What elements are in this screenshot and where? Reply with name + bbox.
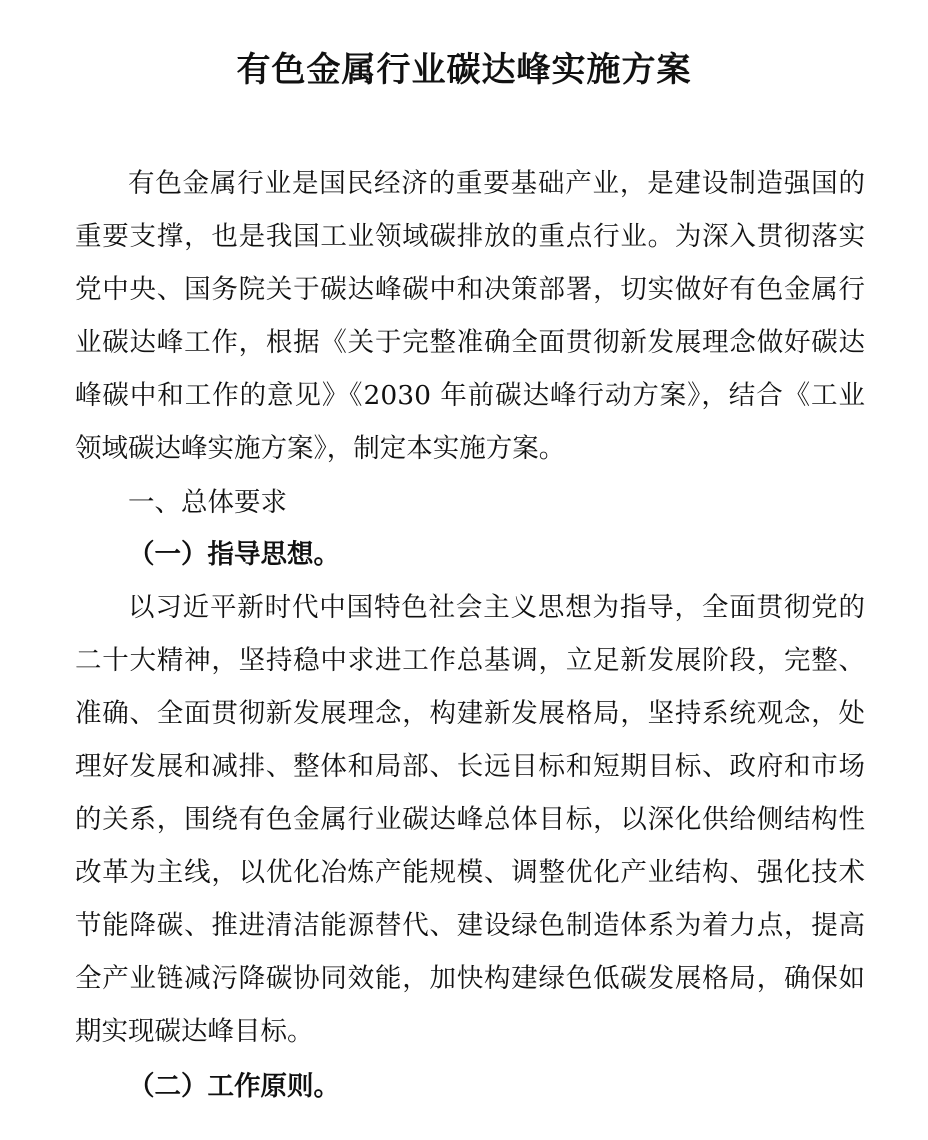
- document-title: 有色金属行业碳达峰实施方案: [236, 50, 692, 90]
- guiding-ideology-paragraph: 以习近平新时代中国特色社会主义思想为指导，全面贯彻党的二十大精神，坚持稳中求进工作总基调，立足新发展阶段，完整、准确、全面贯彻新发展理念，构建新发展格局，坚持系统观念，处理好发展和减排、整体和局部、长远目标和短期目标、政府和市场的关系，围绕有色金属行业碳达峰总体目标，以深化供给侧结构性改革为主线，以优化冶炼产能规模、调整优化产业结构、强化技术节能降碳、推进清洁能源替代、建设绿色制造体系为着力点，提高全产业链减污降碳协同效能，加快构建绿色低碳发展格局，确保如期实现碳达峰目标。: [75, 592, 865, 1047]
- subsection-heading-guiding-ideology: （一）指导思想。: [128, 539, 340, 570]
- subsection-heading-working-principles: （二）工作原则。: [128, 1071, 340, 1102]
- section-heading-overall-requirements: 一、总体要求: [128, 487, 287, 518]
- intro-paragraph: 有色金属行业是国民经济的重要基础产业，是建设制造强国的重要支撑，也是我国工业领域碳排放的重点行业。为深入贯彻落实党中央、国务院关于碳达峰碳中和决策部署，切实做好有色金属行业碳达峰工作，根据《关于完整准确全面贯彻新发展理念做好碳达峰碳中和工作的意见》《2030 年前碳达峰行动方案》，结合《工业领域碳达峰实施方案》，制定本实施方案。: [75, 168, 865, 464]
